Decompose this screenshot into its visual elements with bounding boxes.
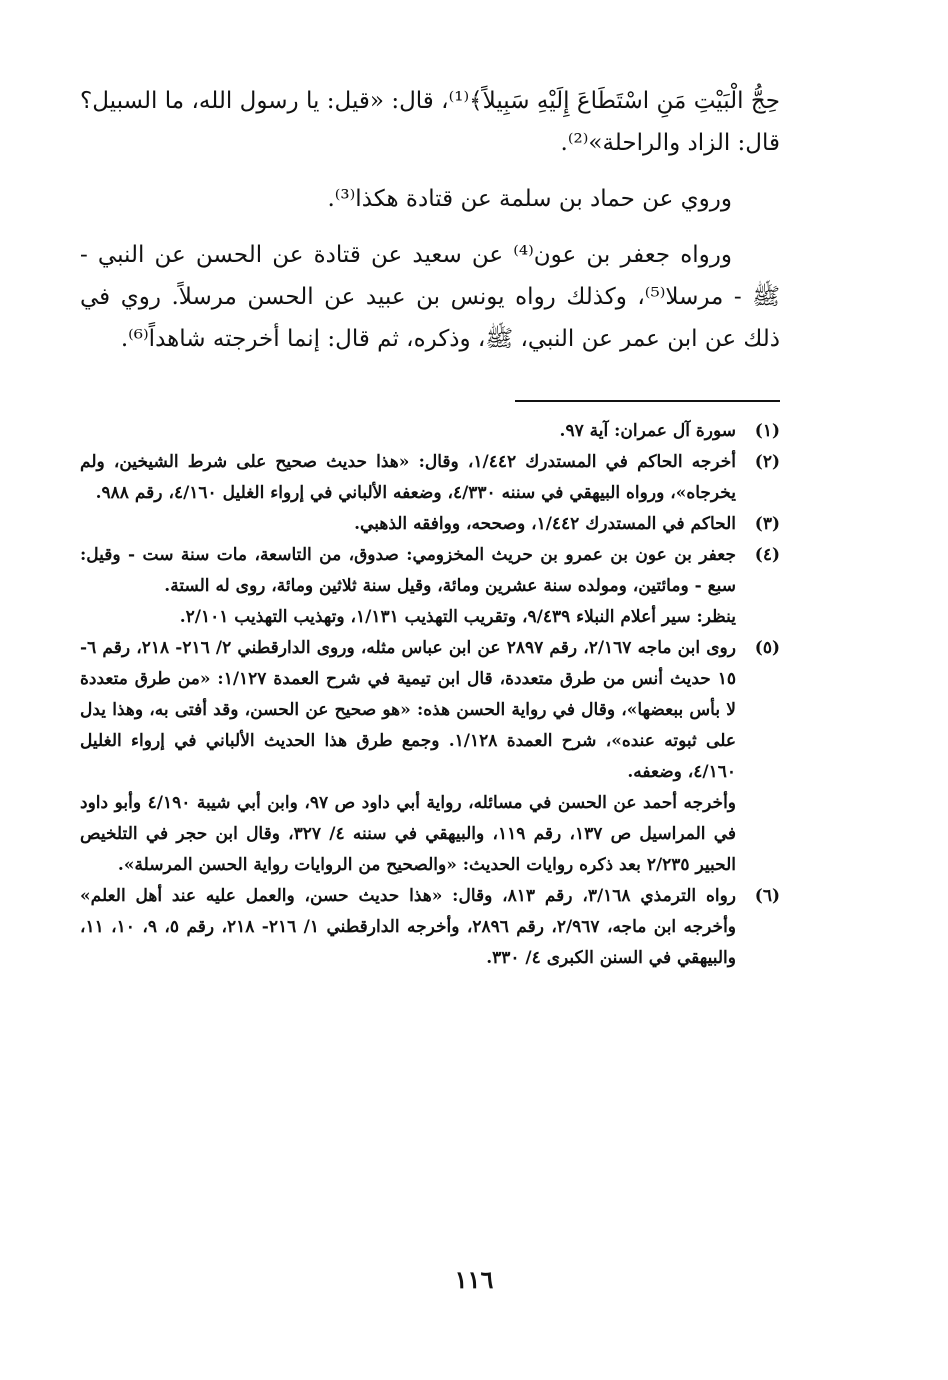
main-text <box>80 80 780 360</box>
main-paragraph-2: وروي عن حماد بن سلمة عن قتادة هكذا⁽³⁾. <box>327 186 732 212</box>
footnote-number: (٦) <box>754 886 780 906</box>
footnote-number: (٣) <box>754 514 780 534</box>
footnote-1 <box>80 416 780 447</box>
page-content <box>80 80 780 974</box>
footnote-4 <box>80 540 780 633</box>
main-paragraph-3: ورواه جعفر بن عون⁽⁴⁾ عن سعيد عن قتادة عن الحسن عن النبي - ﷺ - مرسلا⁽⁵⁾، وكذلك رواه يونس بن عبيد عن الحسن مرسلاً. روي في ذلك عن ابن عمر عن النبي، ﷺ، وذكره، ثم قال: إنما أخرجته شاهداً⁽⁶⁾. <box>80 242 780 352</box>
footnote-number: (٥) <box>754 638 780 658</box>
footnote-number: (٤) <box>754 545 780 565</box>
footnote-separator <box>515 400 780 402</box>
footnote-5 <box>80 633 780 881</box>
footnote-2 <box>80 447 780 509</box>
footnote-body <box>80 540 736 633</box>
footnote-text: ينظر: سير أعلام النبلاء ٩/٤٣٩، وتقريب التهذيب ١/١٣١، وتهذيب التهذيب ٢/١٠١. <box>179 607 736 627</box>
main-paragraph-1: حِجُّ الْبَيْتِ مَنِ اسْتَطَاعَ إِلَيْهِ سَبِيلاً﴾⁽¹⁾، قال: «قيل: يا رسول الله، ما السبيل؟ قال: الزاد والراحلة»⁽²⁾. <box>80 88 780 156</box>
footnote-body <box>80 881 736 974</box>
footnote-text: رواه الترمذي ٣/١٦٨، رقم ٨١٣، وقال: «هذا حديث حسن، والعمل عليه عند أهل العلم» وأخرجه ابن ماجه، ٢/٩٦٧، رقم ٢٨٩٦، وأخرجه الدارقطني ١/ ٢١٦- ٢١٨، رقم ٥، ٩، ١٠، ١١، والبيهقي في السنن الكبرى ٤/ ٣٣٠. <box>80 886 737 968</box>
footnote-body <box>80 509 736 540</box>
footnote-text: وأخرجه أحمد عن الحسن في مسائله، رواية أبي داود ص ٩٧، وابن أبي شيبة ٤/١٩٠ وأبو داود في المراسيل ص ١٣٧، رقم ١١٩، والبيهقي في سننه ٤/ ٣٢٧، وقال ابن حجر في التلخيص الحبير ٢/٢٣٥ بعد ذكره روايات الحديث: «والصحيح من الروايات رواية الحسن المرسلة». <box>80 793 737 875</box>
footnote-text: روى ابن ماجه ٢/١٦٧، رقم ٢٨٩٧ عن ابن عباس مثله، وروى الدارقطني ٢/ ٢١٦- ٢١٨، رقم ٦- ١٥ حديث أنس من طرق متعددة، قال ابن تيمية في شرح العمدة ١/١٢٧: «من طرق متعددة لا بأس ببعضها»، وقال في رواية الحسن هذه: «هو صحيح عن الحسن، وقد أفتى به، وهذا يدل على ثبوته عنده»، شرح العمدة ١/١٢٨. وجمع طرق هذا الحديث الألباني في إرواء الغليل ٤/١٦٠، وضعفه. <box>80 638 736 782</box>
footnote-6 <box>80 881 780 974</box>
footnotes <box>80 416 780 974</box>
footnote-3 <box>80 509 780 540</box>
footnote-body <box>80 447 736 509</box>
footnote-number: (٢) <box>754 452 780 472</box>
footnote-text: جعفر بن عون بن عمرو بن حريث المخزومي: صدوق، من التاسعة، مات سنة ست - وقيل: سبع - ومائتين، ومولده سنة عشرين ومائة، وقيل سنة ثلاثين ومائة، روى له الستة. <box>80 545 736 596</box>
footnote-number: (١) <box>754 421 780 441</box>
footnote-body <box>80 633 736 881</box>
footnote-text: سورة آل عمران: آية ٩٧. <box>559 421 736 441</box>
footnote-body <box>80 416 736 447</box>
page-number: ١١٦ <box>454 1265 494 1294</box>
footnote-text: أخرجه الحاكم في المستدرك ١/٤٤٢، وقال: «هذا حديث صحيح على شرط الشيخين، ولم يخرجاه»، ورواه البيهقي في سننه ٤/٣٣٠، وضعفه الألباني في إرواء الغليل ٤/١٦٠، رقم ٩٨٨. <box>80 452 736 503</box>
footnote-text: الحاكم في المستدرك ١/٤٤٢، وصححه، ووافقه الذهبي. <box>354 514 736 534</box>
